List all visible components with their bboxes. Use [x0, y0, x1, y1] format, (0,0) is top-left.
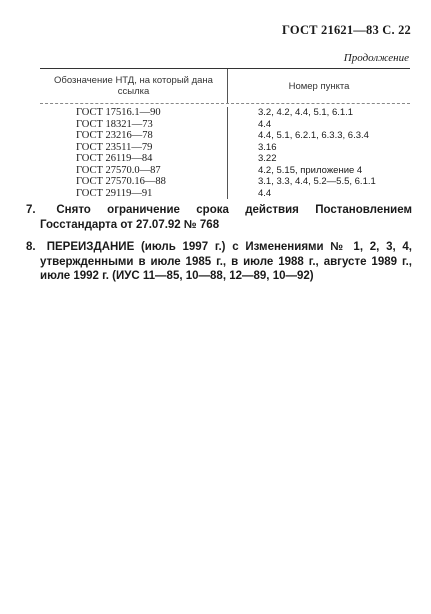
table-cell-document: ГОСТ 23216—78	[76, 130, 153, 141]
page-header: ГОСТ 21621—83 С. 22	[282, 23, 411, 37]
document-column	[40, 107, 228, 199]
table-cell-document: ГОСТ 29119—91	[76, 187, 153, 199]
table-cell-point: 4.4, 5.1, 6.2.1, 6.3.3, 6.3.4	[258, 130, 369, 141]
table-header	[40, 69, 410, 103]
table-cell-point: 3.22	[258, 153, 277, 164]
table-cell-point: 4.2, 5.15, приложение 4	[258, 164, 363, 176]
table-cell-document: ГОСТ 17516.1—90	[76, 107, 161, 118]
table-cell-point: 3.2, 4.2, 4.4, 5.1, 6.1.1	[258, 107, 354, 118]
note-text: ПЕРЕИЗДАНИЕ (июль 1997 г.) с Изменениями № 1, 2, 3, 4, утвержденными в июле 1985 г., в июле 1988 г., августе 1989 г., июле 1992 г. (ИУС 11—85, 10—88, 12—89, 10—92)	[40, 241, 413, 282]
table-cell-point: 3.16	[258, 141, 277, 153]
table-body	[40, 104, 410, 199]
table-cell-document: ГОСТ 23511—79	[76, 141, 153, 153]
note-item-8	[26, 240, 413, 284]
note-number: 8.	[26, 241, 36, 253]
point-column	[228, 107, 410, 199]
column-header-document: Обозначение НТД, на который дана ссылка	[40, 69, 228, 103]
continuation-label: Продолжение	[343, 52, 409, 64]
note-text: Снято ограничение срока действия Постановлением Госстандарта от 27.07.92 № 768	[40, 204, 412, 231]
reference-table	[40, 68, 410, 199]
table-cell-point: 4.4	[258, 118, 272, 130]
table-cell-document: ГОСТ 27570.16—88	[76, 176, 166, 187]
note-number: 7.	[26, 204, 36, 216]
column-header-point: Номер пункта	[288, 80, 350, 92]
table-cell-point: 3.1, 3.3, 4.4, 5.2—5.5, 6.1.1	[258, 176, 376, 187]
table-cell-document: ГОСТ 18321—73	[76, 118, 153, 130]
table-cell-document: ГОСТ 26119—84	[76, 153, 153, 164]
table-cell-document: ГОСТ 27570.0—87	[76, 164, 161, 176]
table-cell-point: 4.4	[258, 187, 272, 199]
note-item-7	[26, 203, 412, 232]
